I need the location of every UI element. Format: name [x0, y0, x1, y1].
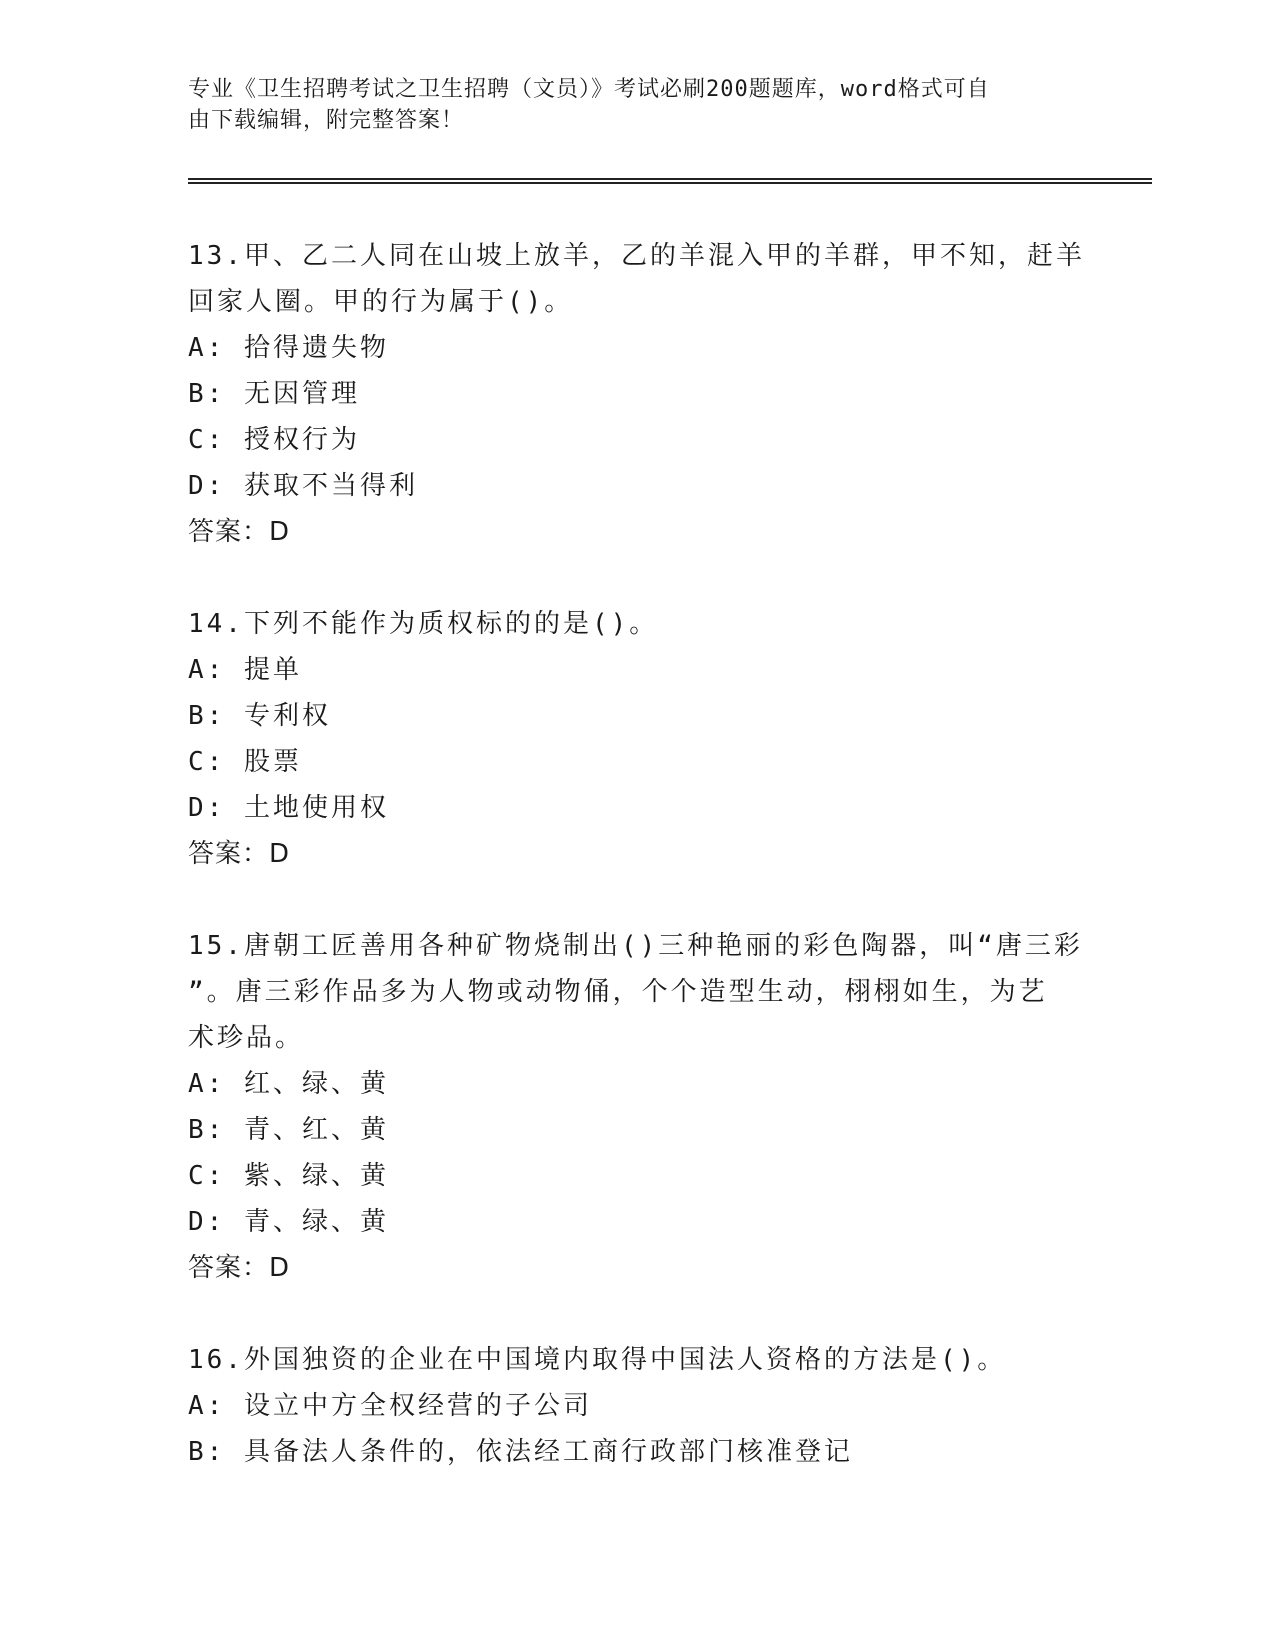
question-15 [188, 923, 1088, 1291]
document-header [188, 74, 1068, 136]
option-b: B: 专利权 [188, 701, 331, 731]
question-13 [188, 233, 1088, 555]
option-d: D: 青、绿、黄 [188, 1207, 389, 1237]
option-c: C: 紫、绿、黄 [188, 1161, 389, 1191]
option-a: A: 拾得遗失物 [188, 333, 389, 363]
answer-line: 答案：D [188, 517, 291, 547]
option-b: B: 具备法人条件的，依法经工商行政部门核准登记 [188, 1437, 853, 1467]
stem-line: 15.唐朝工匠善用各种矿物烧制出()三种艳丽的彩色陶器，叫“唐三彩 [188, 931, 1083, 961]
question-stem [188, 923, 1088, 1061]
header-divider [188, 178, 1152, 184]
question-14 [188, 601, 1088, 877]
header-line-2: 由下载编辑，附完整答案！ [188, 108, 465, 133]
answer-line: 答案：D [188, 839, 291, 869]
option-d: D: 获取不当得利 [188, 471, 418, 501]
stem-line: 13.甲、乙二人同在山坡上放羊，乙的羊混入甲的羊群，甲不知，赶羊 [188, 241, 1085, 271]
question-stem [188, 1337, 1088, 1383]
question-stem [188, 601, 1088, 647]
header-line-1: 专业《卫生招聘考试之卫生招聘（文员）》考试必刷200题题库，word格式可自 [188, 77, 990, 102]
option-c: C: 股票 [188, 747, 302, 777]
option-b: B: 无因管理 [188, 379, 360, 409]
option-a: A: 提单 [188, 655, 302, 685]
option-a: A: 红、绿、黄 [188, 1069, 389, 1099]
option-a: A: 设立中方全权经营的子公司 [188, 1391, 592, 1421]
question-list [188, 233, 1088, 1521]
answer-line: 答案：D [188, 1253, 291, 1283]
stem-line: 术珍品。 [188, 1023, 305, 1053]
option-d: D: 土地使用权 [188, 793, 389, 823]
stem-line: ”。唐三彩作品多为人物或动物俑，个个造型生动，栩栩如生，为艺 [188, 977, 1048, 1007]
stem-line: 回家人圈。甲的行为属于()。 [188, 287, 574, 317]
stem-line: 14.下列不能作为质权标的的是()。 [188, 609, 659, 639]
option-b: B: 青、红、黄 [188, 1115, 389, 1145]
question-16 [188, 1337, 1088, 1475]
stem-line: 16.外国独资的企业在中国境内取得中国法人资格的方法是()。 [188, 1345, 1007, 1375]
question-stem [188, 233, 1088, 325]
option-c: C: 授权行为 [188, 425, 360, 455]
